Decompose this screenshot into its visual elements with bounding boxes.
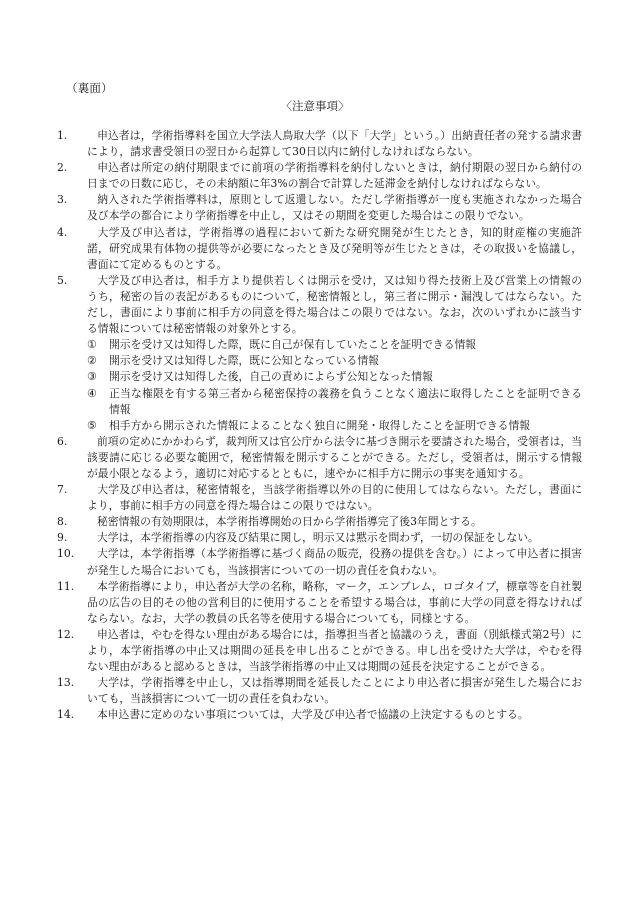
note-body bbox=[87, 675, 582, 707]
note-body bbox=[87, 434, 582, 482]
note-number: 12. bbox=[57, 627, 75, 641]
note-text: 納入された学術指導料は，原則として返還しない。ただし学術指導が一度も実施されなかった場合及び本学の都合により学術指導を中止し，又はその期間を変更した場合はこの限りでない。 bbox=[87, 193, 582, 223]
exclusion-text: 正当な権限を有する第三者から秘密保持の義務を負うことなく適法に取得したことを証明できる情報 bbox=[109, 386, 582, 416]
exclusion-item bbox=[87, 418, 582, 434]
exclusion-mark: ① bbox=[87, 338, 97, 352]
exclusion-item bbox=[87, 369, 582, 385]
exclusion-item bbox=[87, 353, 582, 369]
note-item bbox=[57, 273, 582, 434]
note-item bbox=[57, 530, 582, 546]
note-text: 大学は，本学術指導（本学術指導に基づく商品の販売，役務の提供を含む。）によって申込者に損害が発生した場合においても，当該損害についての一切の責任を負わない。 bbox=[87, 547, 582, 577]
exclusion-mark: ③ bbox=[87, 370, 97, 384]
note-body bbox=[87, 707, 582, 723]
note-item bbox=[57, 579, 582, 627]
note-text: 申込者は，学術指導料を国立大学法人鳥取大学（以下「大学」という。）出納責任者の発する請求書により，請求書受領日の翌日から起算して30日以内に納付しなければならない。 bbox=[87, 129, 582, 159]
note-text: 本学術指導により，申込者が大学の名称，略称，マーク，エンブレム，ロゴタイプ，標章等を自社製品の広告の目的その他の営利目的に使用することを希望する場合は，事前に大学の同意を得なければならない。なお，大学の教員の氏名等を使用する場合についても，同様とする。 bbox=[87, 579, 582, 625]
exclusion-text: 開示を受け又は知得した際，既に自己が保有していたことを証明できる情報 bbox=[109, 338, 477, 352]
note-text: 大学は，学術指導を中止し，又は指導期間を延長したことにより申込者に損害が発生した場合においても，当該損害について一切の責任を負わない。 bbox=[87, 676, 582, 706]
note-number: 10. bbox=[57, 547, 75, 561]
exclusion-text: 開示を受け又は知得した後，自己の責めによらず公知となった情報 bbox=[109, 370, 433, 384]
note-text: 申込者は所定の納付期限までに前項の学術指導料を納付しないときは，納付期限の翌日から納付の日までの日数に応じ，その未納額に年3%の割合で計算した延滞金を納付しなければならない。 bbox=[87, 161, 582, 191]
note-number: 4. bbox=[57, 225, 68, 239]
exclusion-mark: ④ bbox=[87, 386, 97, 400]
note-item bbox=[57, 160, 582, 192]
note-number: 11. bbox=[57, 579, 75, 593]
note-text: 大学及び申込者は，学術指導の過程において新たな研究開発が生じたとき，知的財産権の実施許諾，研究成果有体物の提供等が必要になったとき及び発明等が生じたときは，その取扱いを協議し，書面にて定めるものとする。 bbox=[87, 225, 582, 271]
note-body bbox=[87, 546, 582, 578]
page-title: 〈注意事項〉 bbox=[280, 99, 350, 113]
note-item bbox=[57, 192, 582, 224]
note-number: 1. bbox=[57, 129, 68, 142]
note-item bbox=[57, 627, 582, 675]
note-number: 8. bbox=[57, 515, 68, 529]
note-item bbox=[57, 128, 582, 160]
exclusion-mark: ⑤ bbox=[87, 418, 97, 432]
exclusion-item bbox=[87, 386, 582, 418]
note-text: 本申込書に定めのない事項については，大学及び申込者で協議の上決定するものとする。 bbox=[97, 708, 529, 722]
note-number: 3. bbox=[57, 193, 68, 207]
note-item bbox=[57, 514, 582, 530]
note-body bbox=[87, 192, 582, 224]
note-item bbox=[57, 434, 582, 482]
reverse-side-label: （裏面） bbox=[66, 81, 113, 95]
note-body bbox=[87, 627, 582, 675]
note-item bbox=[57, 675, 582, 707]
note-item bbox=[57, 707, 582, 723]
note-item bbox=[57, 482, 582, 514]
notes-list bbox=[57, 128, 582, 723]
note-text: 大学及び申込者は，秘密情報を，当該学術指導以外の目的に使用してはならない。ただし，書面により，事前に相手方の同意を得た場合はこの限りではない。 bbox=[87, 483, 582, 513]
note-body bbox=[87, 514, 582, 530]
note-item bbox=[57, 225, 582, 273]
exclusion-mark: ② bbox=[87, 354, 97, 368]
note-body bbox=[87, 160, 582, 192]
note-body bbox=[87, 530, 582, 546]
note-number: 2. bbox=[57, 161, 68, 175]
note-body bbox=[87, 225, 582, 273]
note-body bbox=[87, 482, 582, 514]
note-body bbox=[87, 128, 582, 160]
note-text: 大学及び申込者は，相手方より提供若しくは開示を受け，又は知り得た技術上及び営業上の情報のうち，秘密の旨の表記があるものについて，秘密情報とし，第三者に開示・漏洩してはならない。ただし，書面により事前に相手方の同意を得た場合はこの限りではない。なお，次のいずれかに該当する情報については秘密情報の対象外とする。 bbox=[87, 273, 582, 336]
note-number: 13. bbox=[57, 676, 75, 690]
note-text: 秘密情報の有効期限は，本学術指導開始の日から学術指導完了後3年間とする。 bbox=[97, 515, 482, 529]
note-body bbox=[87, 579, 582, 627]
note-item bbox=[57, 546, 582, 578]
note-number: 14. bbox=[57, 708, 75, 722]
note-text: 申込者は，やむを得ない理由がある場合には，指導担当者と協議のうえ，書面（別紙様式第2号）により，本学術指導の中止又は期間の延長を申し出ることができる。申し出を受けた大学は，やむを得ない理由があると認めるときは，当該学術指導の中止又は期間の延長を決定することができる。 bbox=[87, 627, 582, 674]
exclusion-item bbox=[87, 337, 582, 353]
note-number: 7. bbox=[57, 483, 68, 497]
note-number: 6. bbox=[57, 434, 68, 448]
note-number: 9. bbox=[57, 531, 68, 545]
exclusion-text: 開示を受け又は知得した際，既に公知となっている情報 bbox=[109, 354, 379, 368]
note-text: 前項の定めにかかわらず，裁判所又は官公庁から法令に基づき開示を要請された場合，受領者は，当該要請に応じる必要な範囲で，秘密情報を開示することができる。ただし，受領者は，開示する情報が最小限となるよう，適切に対応するとともに，速やかに相手方に開示の事実を通知する。 bbox=[87, 434, 582, 480]
note-body bbox=[87, 273, 582, 434]
note-text: 大学は，本学術指導の内容及び結果に関し，明示又は黙示を問わず，一切の保証をしない。 bbox=[97, 531, 539, 545]
exclusion-text: 相手方から開示された情報によることなく独自に開発・取得したことを証明できる情報 bbox=[109, 418, 531, 432]
note-number: 5. bbox=[57, 273, 68, 287]
exclusion-list bbox=[87, 337, 582, 434]
